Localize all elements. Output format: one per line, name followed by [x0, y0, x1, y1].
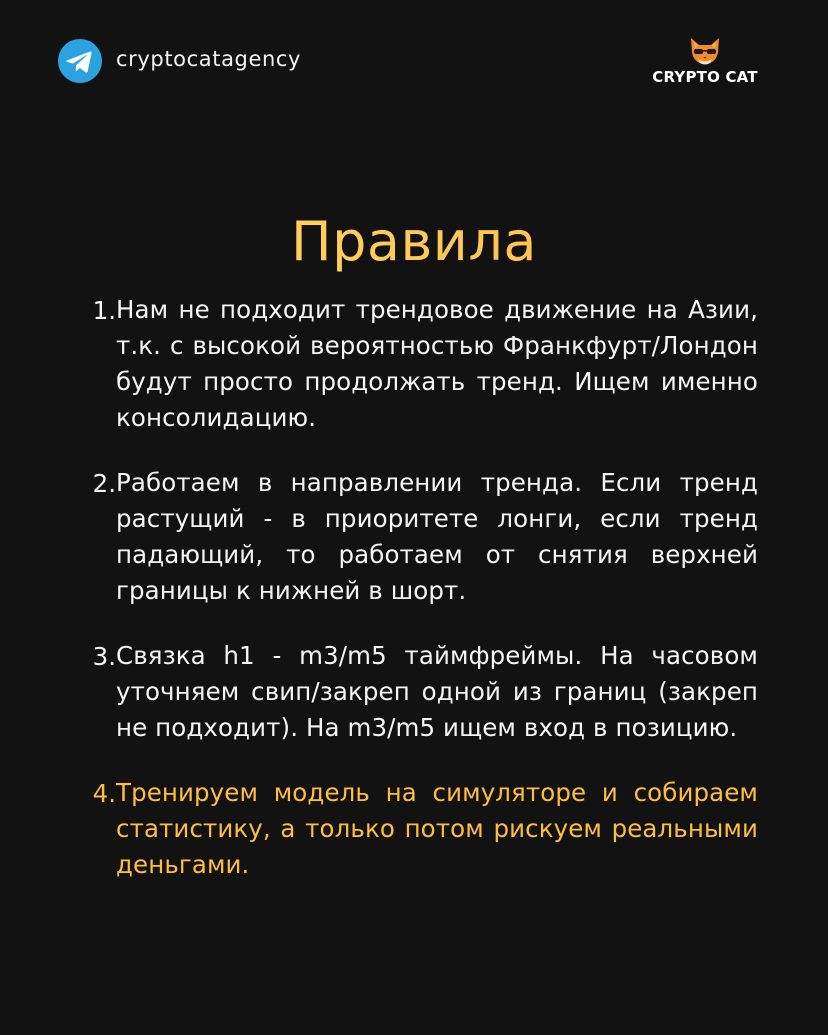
rule-item-2 — [87, 465, 758, 609]
rule-item-3 — [87, 638, 758, 746]
rules-list — [87, 292, 758, 912]
rule-item-4-highlighted — [87, 775, 758, 883]
rule-text: Нам не подходит трендовое движение на Азии, т.к. с высокой вероятностью Франкфурт/Лондон будут просто продолжать тренд. Ищем именно консолидацию. — [116, 295, 758, 432]
channel-badge[interactable] — [58, 39, 301, 83]
channel-handle: cryptocatagency — [116, 47, 302, 71]
cat-with-sunglasses-icon — [688, 36, 722, 66]
page-title: Правила — [0, 208, 828, 276]
rule-text: Связка h1 - m3/m5 таймфреймы. На часовом уточняем свип/закреп одной из границ (закреп не подходит). На m3/m5 ищем вход в позицию. — [116, 641, 758, 742]
rule-number: 2. — [92, 469, 116, 498]
rule-number: 4. — [92, 779, 116, 808]
rule-number: 1. — [92, 296, 116, 325]
rule-number: 3. — [92, 642, 116, 671]
brand-logo — [649, 36, 761, 86]
rule-text: Тренируем модель на симуляторе и собираем статистику, а только потом рискуем реальными деньгами. — [116, 778, 758, 879]
telegram-icon — [58, 39, 102, 83]
brand-name: CRYPTO CAT — [652, 68, 758, 86]
rule-text: Работаем в направлении тренда. Если тренд растущий - в приоритете лонги, если тренд падающий, то работаем от снятия верхней границы к нижней в шорт. — [116, 468, 758, 605]
rule-item-1 — [87, 292, 758, 436]
